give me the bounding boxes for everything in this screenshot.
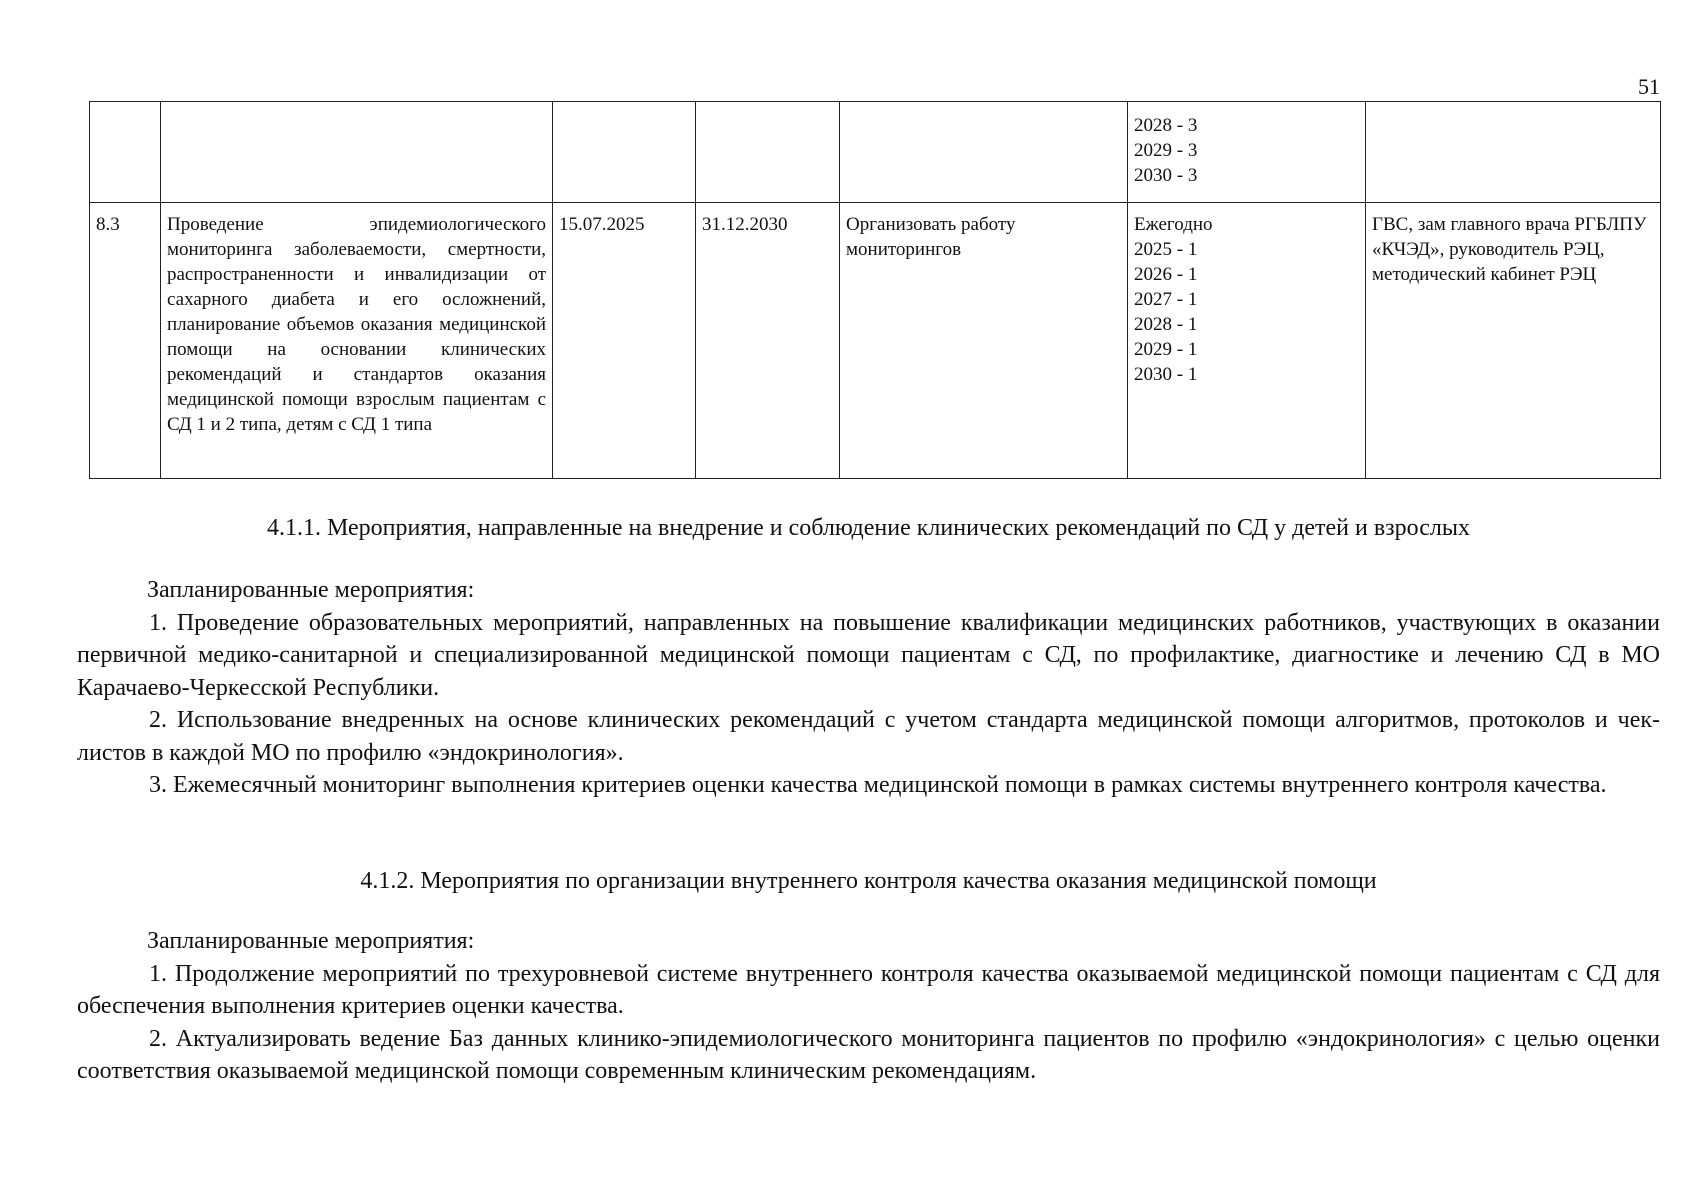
list-item: 1. Проведение образовательных мероприятий, направленных на повышение квалификации медицинских работников, участвующих в оказании первичной медико-санитарной и специализированной медицинской помощи пациентам с СД, по профилактике, диагностике и лечению СД в МО Карачаево-Черкесской Республики. — [77, 609, 1660, 701]
planned-label: Запланированные мероприятия: — [147, 928, 475, 954]
table-row-continuation — [90, 102, 1661, 203]
section-4-1-2-heading: 4.1.2. Мероприятия по организации внутреннего контроля качества оказания медицинской помощи — [360, 868, 1377, 894]
indicator-cell — [1128, 102, 1366, 203]
table-cell — [161, 102, 553, 203]
table-row-8-3 — [90, 203, 1661, 479]
indicator-line: 2028 - 3 — [1134, 115, 1198, 136]
list-item: 2. Актуализировать ведение Баз данных клинико-эпидемиологического мониторинга пациентов по профилю «эндокринология» с целью оценки соответствия оказываемой медицинской помощи современным клиническим рекомендациям. — [77, 1025, 1660, 1084]
start-date: 15.07.2025 — [553, 203, 696, 479]
indicator-line: 2028 - 1 — [1134, 314, 1198, 335]
end-date: 31.12.2030 — [696, 203, 840, 479]
indicator-line: 2029 - 3 — [1134, 140, 1198, 161]
indicator-line: 2030 - 3 — [1134, 165, 1198, 186]
page-number: 51 — [1638, 74, 1660, 99]
planned-label: Запланированные мероприятия: — [147, 577, 475, 603]
list-item: 3. Ежемесячный мониторинг выполнения критериев оценки качества медицинской помощи в рамках системы внутреннего контроля качества. — [149, 772, 1607, 798]
table-cell — [90, 102, 161, 203]
list-item: 1. Продолжение мероприятий по трехуровневой системе внутреннего контроля качества оказываемой медицинской помощи пациентам с СД для обеспечения выполнения критериев оценки качества. — [77, 960, 1660, 1019]
row-number: 8.3 — [90, 203, 161, 479]
indicator-line: 2025 - 1 — [1134, 239, 1198, 260]
section-4-1-1-body — [77, 574, 1660, 802]
section-4-1-1-heading: 4.1.1. Мероприятия, направленные на внедрение и соблюдение клинических рекомендаций по СД у детей и взрослых — [266, 515, 1470, 541]
indicator-line: 2029 - 1 — [1134, 339, 1198, 360]
table-cell — [1366, 102, 1661, 203]
section-4-1-2-body — [77, 925, 1660, 1088]
indicator-line: 2027 - 1 — [1134, 289, 1198, 310]
responsible: ГВС, зам главного врача РГБЛПУ «КЧЭД», руководитель РЭЦ, методический кабинет РЭЦ — [1366, 203, 1661, 479]
indicator-line: 2026 - 1 — [1134, 264, 1198, 285]
table-cell — [553, 102, 696, 203]
indicator-line: 2030 - 1 — [1134, 364, 1198, 385]
expected-result: Организовать работу мониторингов — [840, 203, 1128, 479]
list-item: 2. Использование внедренных на основе клинических рекомендаций с учетом стандарта медицинской помощи алгоритмов, протоколов и чек-листов в каждой МО по профилю «эндокринология». — [77, 707, 1660, 766]
indicator-cell — [1128, 203, 1366, 479]
table-cell — [840, 102, 1128, 203]
table-cell — [696, 102, 840, 203]
measure-description: Проведение эпидемиологического мониторинга заболеваемости, смертности, распространенности и инвалидизации от сахарного диабета и его осложнений, планирование объемов оказания медицинской помощи на основании клинических рекомендаций и стандартов оказания медицинской помощи взрослым пациентам с СД 1 и 2 типа, детям с СД 1 типа — [161, 203, 553, 479]
measures-table — [89, 101, 1661, 479]
indicator-line: Ежегодно — [1134, 214, 1213, 235]
